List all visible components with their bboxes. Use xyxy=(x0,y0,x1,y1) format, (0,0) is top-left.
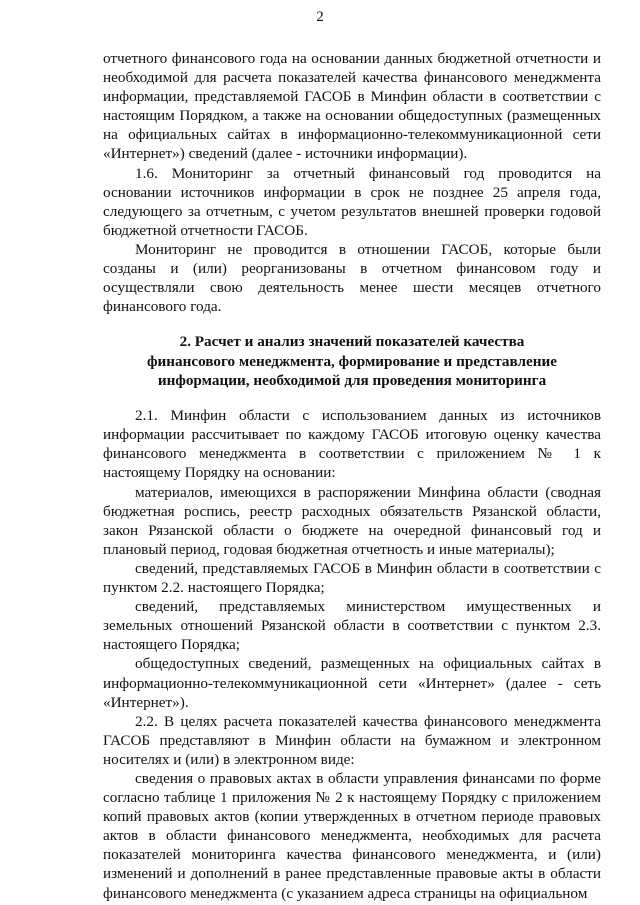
list-item-gasob-info: сведений, представляемых ГАСОБ в Минфин области в соответствии с пунктом 2.2. настоящего Порядка; xyxy=(103,559,601,597)
paragraph-2-1: 2.1. Минфин области с использованием данных из источников информации рассчитывает по каждому ГАСОБ итоговую оценку качества финансового менеджмента в соответствии с приложением № 1 к настоящему Порядку на основании: xyxy=(103,407,601,482)
section-heading-line-2: финансового менеджмента, формирование и представление xyxy=(146,352,558,370)
paragraph-1-6: 1.6. Мониторинг за отчетный финансовый год проводится на основании источников информации в срок не позднее 25 апреля года, следующего за отчетным, с учетом результатов внешней проверки годовой бюджетной отчетности ГАСОБ. xyxy=(103,164,601,239)
section-heading-line-3: информации, необходимой для проведения мониторинга xyxy=(157,371,547,389)
paragraph-continuation: отчетного финансового года на основании данных бюджетной отчетности и необходимой для расчета показателей качества финансового менеджмента информации, представляемой ГАСОБ в Минфин области в соответствии с настоящим Порядком, а также на основании общедоступных (размещенных на официальных сайтах в информационно-телекоммуникационной сети «Интернет») сведений (далее - источники информации). xyxy=(103,50,601,163)
paragraph-monitoring-exception: Мониторинг не проводится в отношении ГАСОБ, которые были созданы и (или) реорганизованы в отчетном финансовом году и осуществляли свою деятельность менее шести месяцев отчетного финансового года. xyxy=(103,240,601,316)
list-item-public-info: общедоступных сведений, размещенных на официальных сайтах в информационно-телекоммуникационной сети «Интернет» (далее - сеть «Интернет»). xyxy=(103,655,601,711)
paragraph-2-2: 2.2. В целях расчета показателей качества финансового менеджмента ГАСОБ представляют в Минфин области на бумажном и электронном носителях и (или) в электронном виде: xyxy=(103,712,601,768)
page-number: 2 xyxy=(316,9,324,25)
section-heading xyxy=(103,332,601,390)
list-item-materials: материалов, имеющихся в распоряжении Минфина области (сводная бюджетная роспись, реестр расходных обязательств Рязанской области, закон Рязанской области о бюджете на очередной финансовый год и плановый период, годовая бюджетная отчетность и иные материалы); xyxy=(103,483,601,558)
list-item-ministry-info: сведений, представляемых министерством имущественных и земельных отношений Рязанской области в соответствии с пунктом 2.3. настоящего Порядка; xyxy=(103,598,601,654)
section-heading-line-1: 2. Расчет и анализ значений показателей качества xyxy=(179,333,525,351)
document-body xyxy=(103,49,601,903)
list-item-legal-acts: сведения о правовых актах в области управления финансами по форме согласно таблице 1 приложения № 2 к настоящему Порядку с приложением копий правовых актов (копии утвержденных в отчетном периоде правовых актов в области финансового менеджмента, необходимых для расчета показателей мониторинга качества финансового менеджмента, и (или) изменений и дополнений в ранее представленные правовые акты в области финансового менеджмента (с указанием адреса страницы на официальном xyxy=(103,769,601,902)
